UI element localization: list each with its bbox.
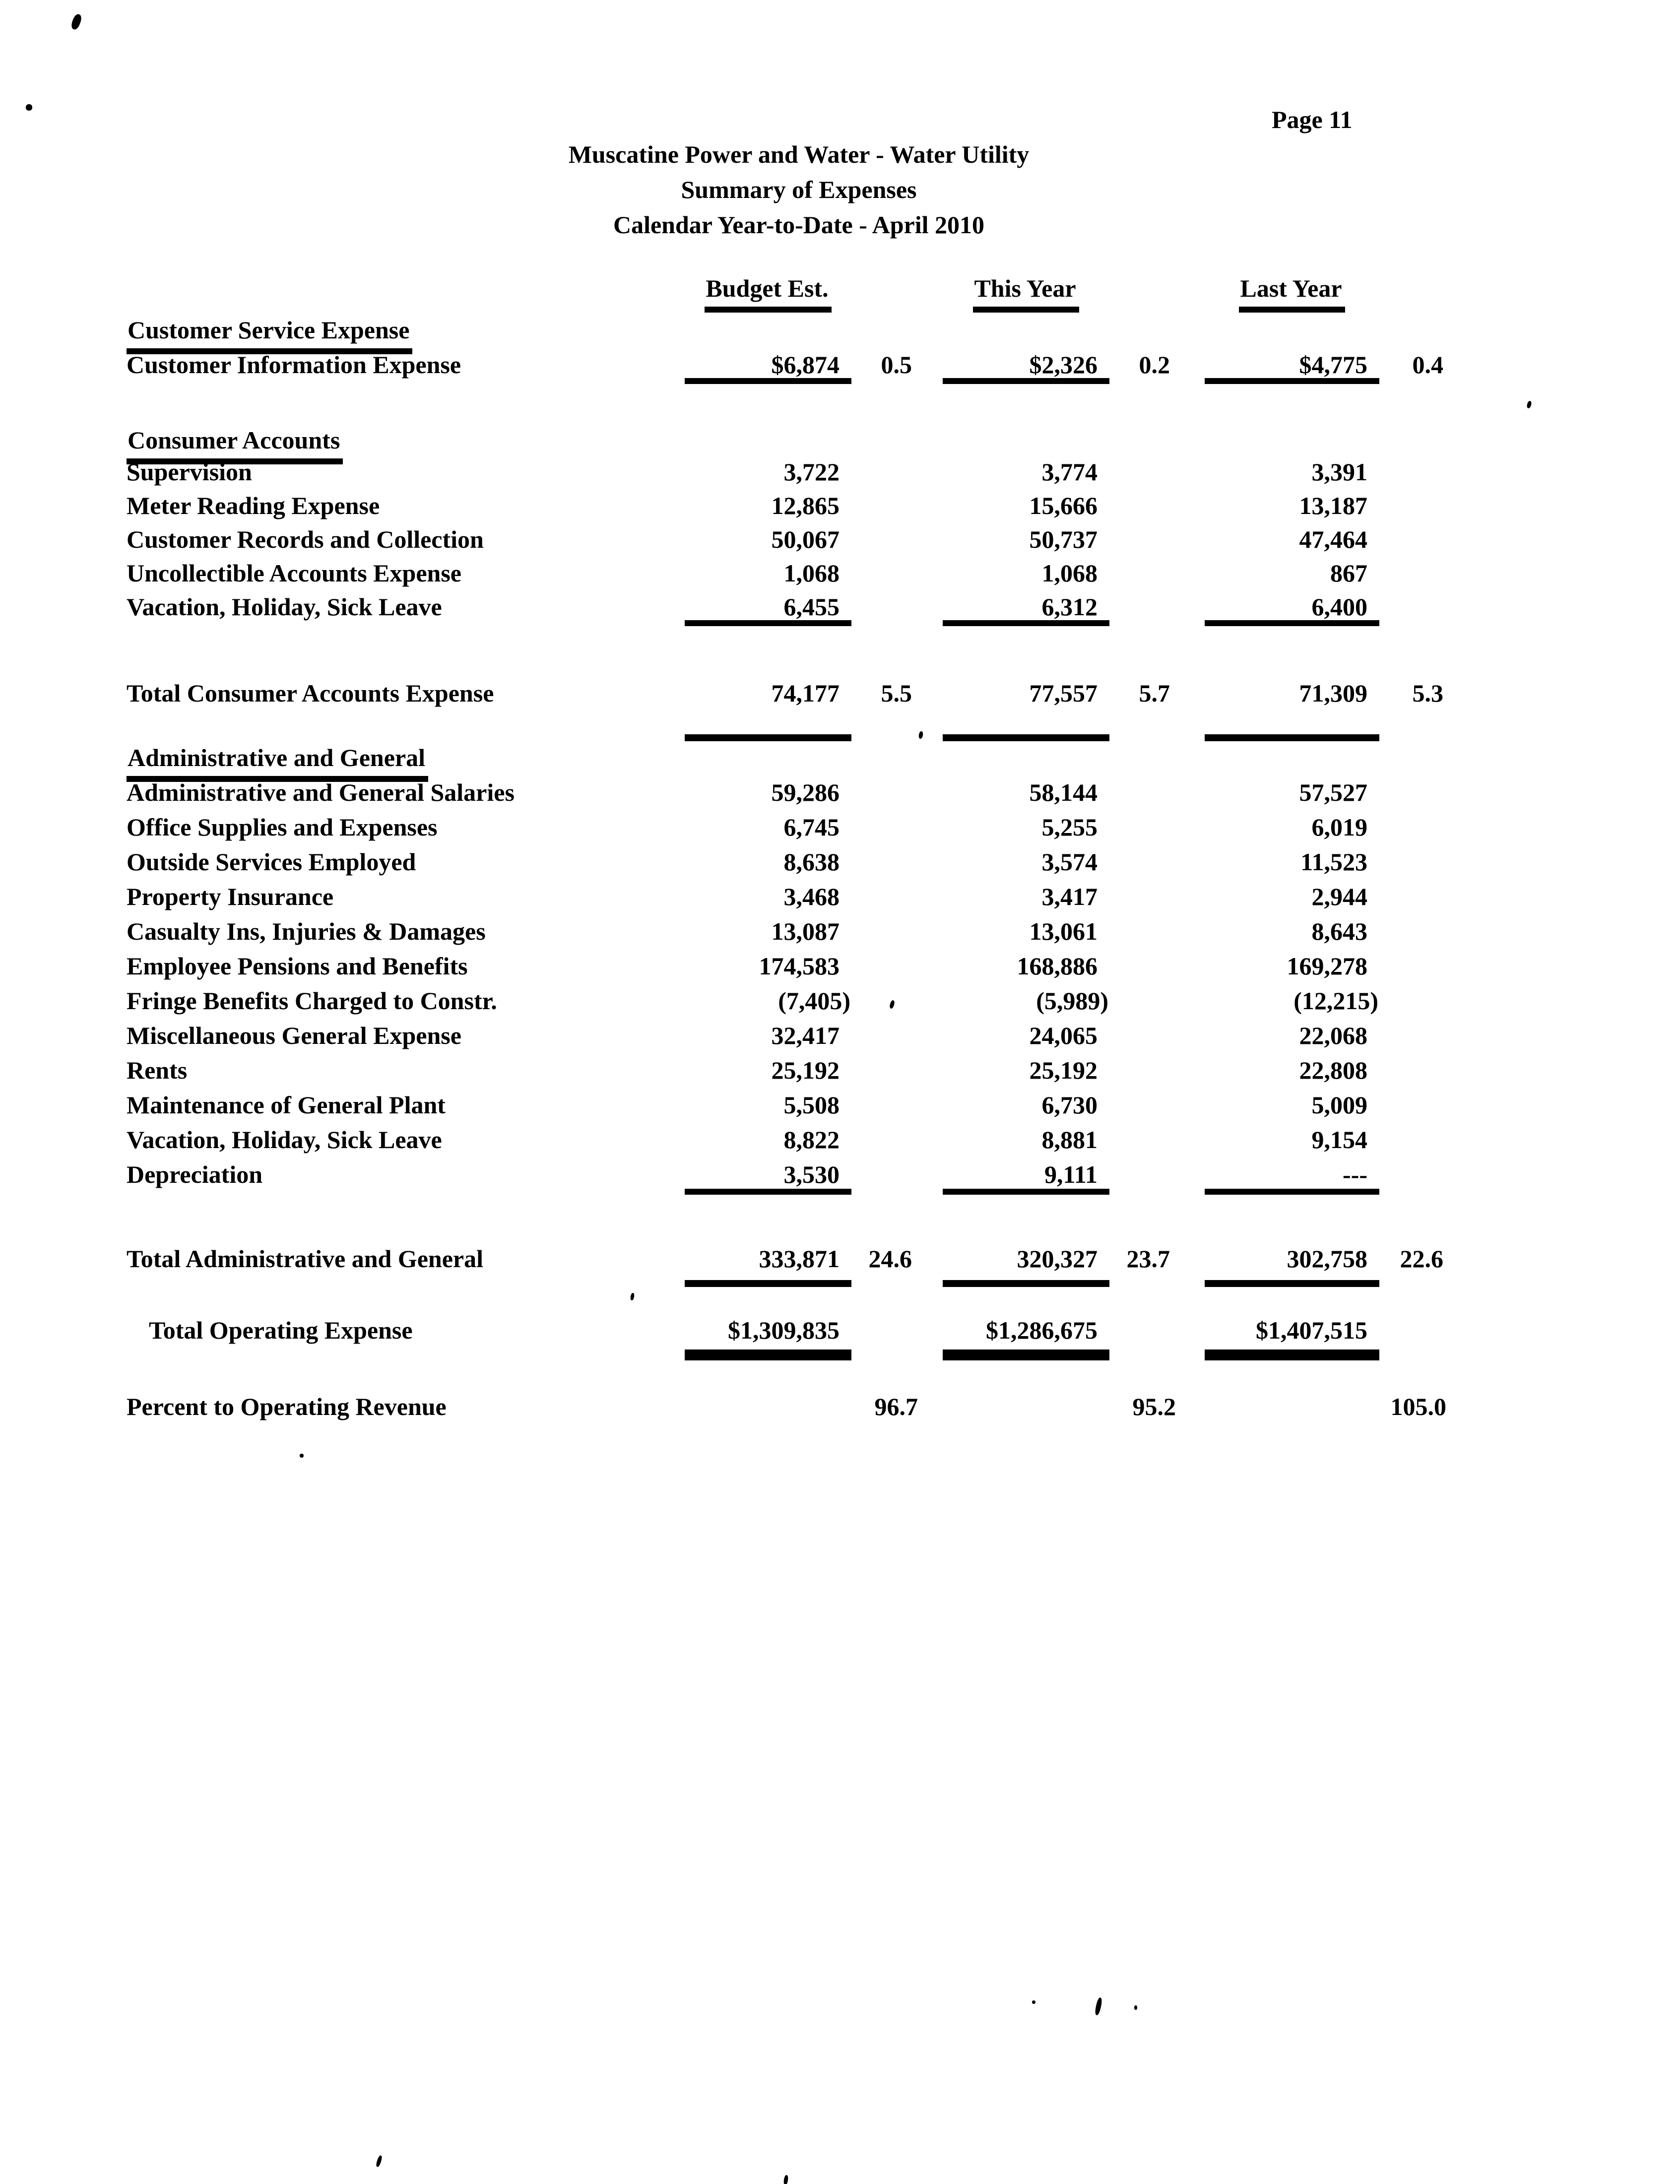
column-gap: [1176, 1392, 1205, 1426]
this-year-amount: 3,417: [1041, 883, 1098, 910]
column-gap: [918, 952, 943, 986]
budget-amount: (7,405): [778, 987, 850, 1015]
this-year-amount: 58,144: [1029, 778, 1098, 806]
last-year-amount: 6,019: [1311, 813, 1367, 841]
last-year-percent: [1379, 1316, 1446, 1356]
last-year-percent: [1379, 1091, 1446, 1125]
scan-artifact: [375, 2155, 383, 2167]
last-year-percent: [1379, 491, 1446, 525]
this-year-percent: [1109, 592, 1176, 626]
this-year-amount: 320,327: [943, 1244, 1109, 1287]
title-line-period: Calendar Year-to-Date - April 2010: [613, 211, 985, 239]
this-year-percent: [1109, 1125, 1176, 1160]
budget-percent: [851, 1056, 918, 1091]
last-year-amount: (12,215): [1293, 987, 1378, 1015]
budget-amount: $6,874: [685, 350, 851, 384]
budget-percent: [851, 882, 918, 917]
this-year-percent: [1109, 847, 1176, 882]
budget-percent: [851, 457, 918, 491]
last-year-amount: 57,527: [1299, 778, 1367, 806]
column-gap: [1176, 952, 1205, 986]
last-year-percent: [1379, 1021, 1446, 1056]
section-heading-consumer-accounts: Consumer Accounts: [127, 426, 343, 464]
row-label: Outside Services Employed: [127, 848, 416, 876]
section-rows-consumer-accounts: [127, 457, 1446, 626]
budget-amount: 333,871: [685, 1244, 851, 1287]
budget-percent: [851, 1091, 918, 1125]
scan-artifact: [26, 104, 32, 111]
this-year-amount: 25,192: [1029, 1056, 1098, 1084]
last-year-percent: [1379, 778, 1446, 813]
this-year-amount: 9,111: [943, 1160, 1109, 1195]
budget-percent: [851, 778, 918, 813]
budget-percent: [851, 917, 918, 952]
scan-artifact: [1134, 2005, 1137, 2010]
column-gap: [918, 350, 943, 384]
budget-percent: [851, 952, 918, 986]
column-gap: [1176, 350, 1205, 384]
this-year-percent: 0.2: [1139, 351, 1170, 379]
budget-percent: [851, 813, 918, 847]
row-label: Miscellaneous General Expense: [127, 1022, 461, 1049]
last-year-percent: [1379, 917, 1446, 952]
column-gap: [1109, 274, 1176, 313]
column-gap: [1176, 1244, 1205, 1287]
column-gap: [918, 1316, 943, 1356]
row-label: Customer Information Expense: [127, 351, 461, 379]
column-header-this-year: This Year: [943, 274, 1109, 313]
column-gap: [1176, 917, 1205, 952]
column-header-last-year: Last Year: [1205, 274, 1379, 313]
last-year-amount: 9,154: [1311, 1126, 1367, 1154]
budget-percent: [851, 525, 918, 559]
column-gap: [1176, 274, 1205, 313]
column-gap: [918, 1244, 943, 1287]
this-year-percent: [1109, 882, 1176, 917]
last-year-percent: [1379, 813, 1446, 847]
column-gap: [1176, 525, 1205, 559]
scan-artifact: [300, 1454, 304, 1458]
last-year-percent: [1379, 1160, 1446, 1195]
column-gap: [918, 592, 943, 626]
budget-percent: [851, 1021, 918, 1056]
scan-artifact: [1032, 2000, 1035, 2004]
budget-percent: 96.7: [874, 1393, 918, 1420]
this-year-amount: 5,255: [1041, 813, 1098, 841]
last-year-percent: [1379, 882, 1446, 917]
column-gap: [1176, 457, 1205, 491]
total-operating-expense-row: [127, 1316, 1446, 1356]
last-year-amount: 3,391: [1311, 458, 1367, 486]
this-year-percent: [1109, 917, 1176, 952]
this-year-percent: [1109, 813, 1176, 847]
row-label: Vacation, Holiday, Sick Leave: [127, 1126, 442, 1154]
budget-percent: 24.6: [868, 1245, 912, 1273]
this-year-percent: [1109, 559, 1176, 592]
last-year-amount: 5,009: [1311, 1091, 1367, 1119]
column-gap: [918, 1125, 943, 1160]
column-gap: [918, 813, 943, 847]
scan-artifact: [630, 1293, 635, 1301]
budget-percent: [851, 986, 918, 1021]
section-heading-admin-general: Administrative and General: [127, 743, 428, 782]
budget-amount: 25,192: [771, 1056, 840, 1084]
total-row-admin-general: [127, 1244, 1446, 1287]
last-year-percent: 105.0: [1390, 1393, 1446, 1420]
scan-artifact: [70, 13, 83, 31]
last-year-amount: [1205, 1392, 1379, 1426]
document-title-block: [139, 137, 1459, 243]
last-year-percent: [1379, 592, 1446, 626]
column-gap: [918, 457, 943, 491]
column-header-budget: Budget Est.: [685, 274, 851, 313]
last-year-percent: 5.3: [1412, 679, 1443, 707]
budget-amount: 3,468: [783, 883, 840, 910]
this-year-amount: $2,326: [943, 350, 1109, 384]
this-year-amount: 3,774: [1041, 458, 1098, 486]
budget-amount: 6,455: [685, 592, 851, 626]
row-label: Fringe Benefits Charged to Constr.: [127, 987, 497, 1015]
column-header-row: [127, 274, 1446, 313]
this-year-percent: [1109, 1056, 1176, 1091]
scan-artifact: [1526, 400, 1532, 409]
this-year-percent: [1109, 1316, 1176, 1356]
budget-amount: 50,067: [771, 525, 840, 553]
last-year-amount: 11,523: [1300, 848, 1367, 876]
last-year-amount: 6,400: [1205, 592, 1379, 626]
column-gap: [918, 1091, 943, 1125]
column-gap: [1176, 847, 1205, 882]
this-year-percent: [1109, 952, 1176, 986]
this-year-amount: 77,557: [943, 679, 1109, 741]
last-year-percent: [1379, 559, 1446, 592]
budget-amount: 174,583: [759, 952, 840, 980]
column-gap: [918, 1392, 943, 1426]
page-number: Page 11: [1272, 106, 1353, 133]
last-year-amount: 22,808: [1299, 1056, 1367, 1084]
column-gap: [1176, 1125, 1205, 1160]
this-year-percent: [1109, 1021, 1176, 1056]
budget-amount: 1,068: [783, 559, 840, 587]
last-year-percent: 22.6: [1400, 1245, 1443, 1273]
budget-amount: 74,177: [685, 679, 851, 741]
row-label: Depreciation: [127, 1160, 263, 1188]
this-year-amount: [943, 1392, 1109, 1426]
this-year-percent: [1109, 1160, 1176, 1195]
column-gap: [851, 274, 918, 313]
last-year-percent: [1379, 457, 1446, 491]
this-year-amount: 168,886: [1017, 952, 1098, 980]
this-year-amount: 50,737: [1029, 525, 1098, 553]
column-gap: [918, 847, 943, 882]
row-label: Uncollectible Accounts Expense: [127, 559, 461, 587]
budget-percent: [851, 1125, 918, 1160]
last-year-amount: 867: [1330, 559, 1367, 587]
section-rows-customer-service: [127, 350, 1446, 384]
this-year-amount: (5,989): [1036, 987, 1108, 1015]
row-label: Maintenance of General Plant: [127, 1091, 446, 1119]
column-gap: [1176, 986, 1205, 1021]
row-label: Casualty Ins, Injuries & Damages: [127, 917, 486, 945]
last-year-percent: [1379, 986, 1446, 1021]
this-year-percent: [1109, 457, 1176, 491]
column-gap: [1176, 1056, 1205, 1091]
this-year-amount: 13,061: [1029, 917, 1098, 945]
last-year-amount: 47,464: [1299, 525, 1367, 553]
row-label: Employee Pensions and Benefits: [127, 952, 468, 980]
column-gap: [1379, 274, 1446, 313]
this-year-percent: [1109, 778, 1176, 813]
last-year-amount: 8,643: [1311, 917, 1367, 945]
row-label: Vacation, Holiday, Sick Leave: [127, 593, 442, 621]
title-line-report: Summary of Expenses: [681, 176, 917, 203]
column-gap: [1176, 592, 1205, 626]
percent-to-operating-revenue-row: [127, 1392, 1446, 1426]
column-gap: [1176, 679, 1205, 741]
last-year-amount: 13,187: [1299, 492, 1367, 519]
column-gap: [1176, 1316, 1205, 1356]
last-year-percent: [1379, 525, 1446, 559]
row-label: Property Insurance: [127, 883, 334, 910]
scan-artifact: [1094, 1997, 1102, 2015]
last-year-amount: $1,407,515: [1205, 1316, 1379, 1356]
column-gap: [918, 882, 943, 917]
column-gap: [918, 525, 943, 559]
last-year-percent: [1379, 1125, 1446, 1160]
row-label: Administrative and General Salaries: [127, 778, 515, 806]
last-year-amount: 302,758: [1205, 1244, 1379, 1287]
column-gap: [918, 1056, 943, 1091]
budget-amount: 32,417: [771, 1022, 840, 1049]
row-label: Supervision: [127, 458, 252, 486]
this-year-percent: 95.2: [1132, 1393, 1176, 1420]
row-label: Customer Records and Collection: [127, 525, 484, 553]
last-year-amount: 2,944: [1311, 883, 1367, 910]
this-year-percent: [1109, 525, 1176, 559]
section-heading-customer-service: Customer Service Expense: [127, 316, 412, 354]
budget-percent: 5.5: [881, 679, 912, 707]
total-row-label: Total Administrative and General: [127, 1245, 484, 1273]
section-rows-admin-general: [127, 778, 1446, 1195]
last-year-amount: $4,775: [1205, 350, 1379, 384]
this-year-amount: 3,574: [1041, 848, 1098, 876]
column-gap: [1176, 1021, 1205, 1056]
budget-amount: 13,087: [771, 917, 840, 945]
this-year-amount: 6,312: [943, 592, 1109, 626]
column-gap: [918, 1160, 943, 1195]
this-year-percent: 23.7: [1126, 1245, 1170, 1273]
column-gap: [918, 778, 943, 813]
column-gap: [1176, 1160, 1205, 1195]
column-gap: [1176, 778, 1205, 813]
budget-amount: 5,508: [783, 1091, 840, 1119]
column-gap: [918, 491, 943, 525]
column-gap: [918, 559, 943, 592]
this-year-amount: 6,730: [1041, 1091, 1098, 1119]
this-year-amount: 15,666: [1029, 492, 1098, 519]
scan-artifact: [783, 2175, 789, 2184]
last-year-amount: ---: [1205, 1160, 1379, 1195]
budget-amount: [685, 1392, 851, 1426]
last-year-amount: 169,278: [1287, 952, 1367, 980]
column-gap: [918, 917, 943, 952]
row-label: Meter Reading Expense: [127, 492, 380, 519]
this-year-amount: 1,068: [1041, 559, 1098, 587]
last-year-percent: 0.4: [1412, 351, 1443, 379]
total-row-consumer-accounts: [127, 679, 1446, 741]
budget-amount: 3,530: [685, 1160, 851, 1195]
column-gap: [1176, 491, 1205, 525]
budget-amount: $1,309,835: [685, 1316, 851, 1356]
this-year-percent: 5.7: [1139, 679, 1170, 707]
total-row-label: Total Consumer Accounts Expense: [127, 679, 494, 707]
budget-percent: 0.5: [881, 351, 912, 379]
column-gap: [918, 1021, 943, 1056]
column-gap: [1176, 813, 1205, 847]
column-gap: [1176, 1091, 1205, 1125]
budget-percent: [851, 491, 918, 525]
last-year-percent: [1379, 1056, 1446, 1091]
budget-amount: 8,822: [783, 1126, 840, 1154]
row-label: Office Supplies and Expenses: [127, 813, 438, 841]
last-year-amount: 22,068: [1299, 1022, 1367, 1049]
budget-amount: 59,286: [771, 778, 840, 806]
column-gap: [1176, 882, 1205, 917]
column-gap: [1176, 559, 1205, 592]
budget-percent: [851, 559, 918, 592]
last-year-percent: [1379, 847, 1446, 882]
title-line-company: Muscatine Power and Water - Water Utility: [568, 140, 1030, 168]
this-year-percent: [1109, 1091, 1176, 1125]
budget-amount: 3,722: [783, 458, 840, 486]
row-label: Rents: [127, 1056, 188, 1084]
budget-amount: 8,638: [783, 848, 840, 876]
column-header-spacer: [127, 274, 685, 313]
column-gap: [918, 274, 943, 313]
budget-percent: [851, 847, 918, 882]
budget-amount: 6,745: [783, 813, 840, 841]
this-year-percent: [1109, 491, 1176, 525]
column-gap: [918, 986, 943, 1021]
budget-percent: [851, 592, 918, 626]
budget-percent: [851, 1316, 918, 1356]
this-year-amount: 8,881: [1041, 1126, 1098, 1154]
budget-amount: 12,865: [771, 492, 840, 519]
last-year-percent: [1379, 952, 1446, 986]
last-year-amount: 71,309: [1205, 679, 1379, 741]
this-year-amount: 24,065: [1029, 1022, 1098, 1049]
percent-row-label: Percent to Operating Revenue: [127, 1393, 447, 1420]
this-year-amount: $1,286,675: [943, 1316, 1109, 1356]
budget-percent: [851, 1160, 918, 1195]
this-year-percent: [1109, 986, 1176, 1021]
total-operating-label: Total Operating Expense: [149, 1316, 413, 1344]
